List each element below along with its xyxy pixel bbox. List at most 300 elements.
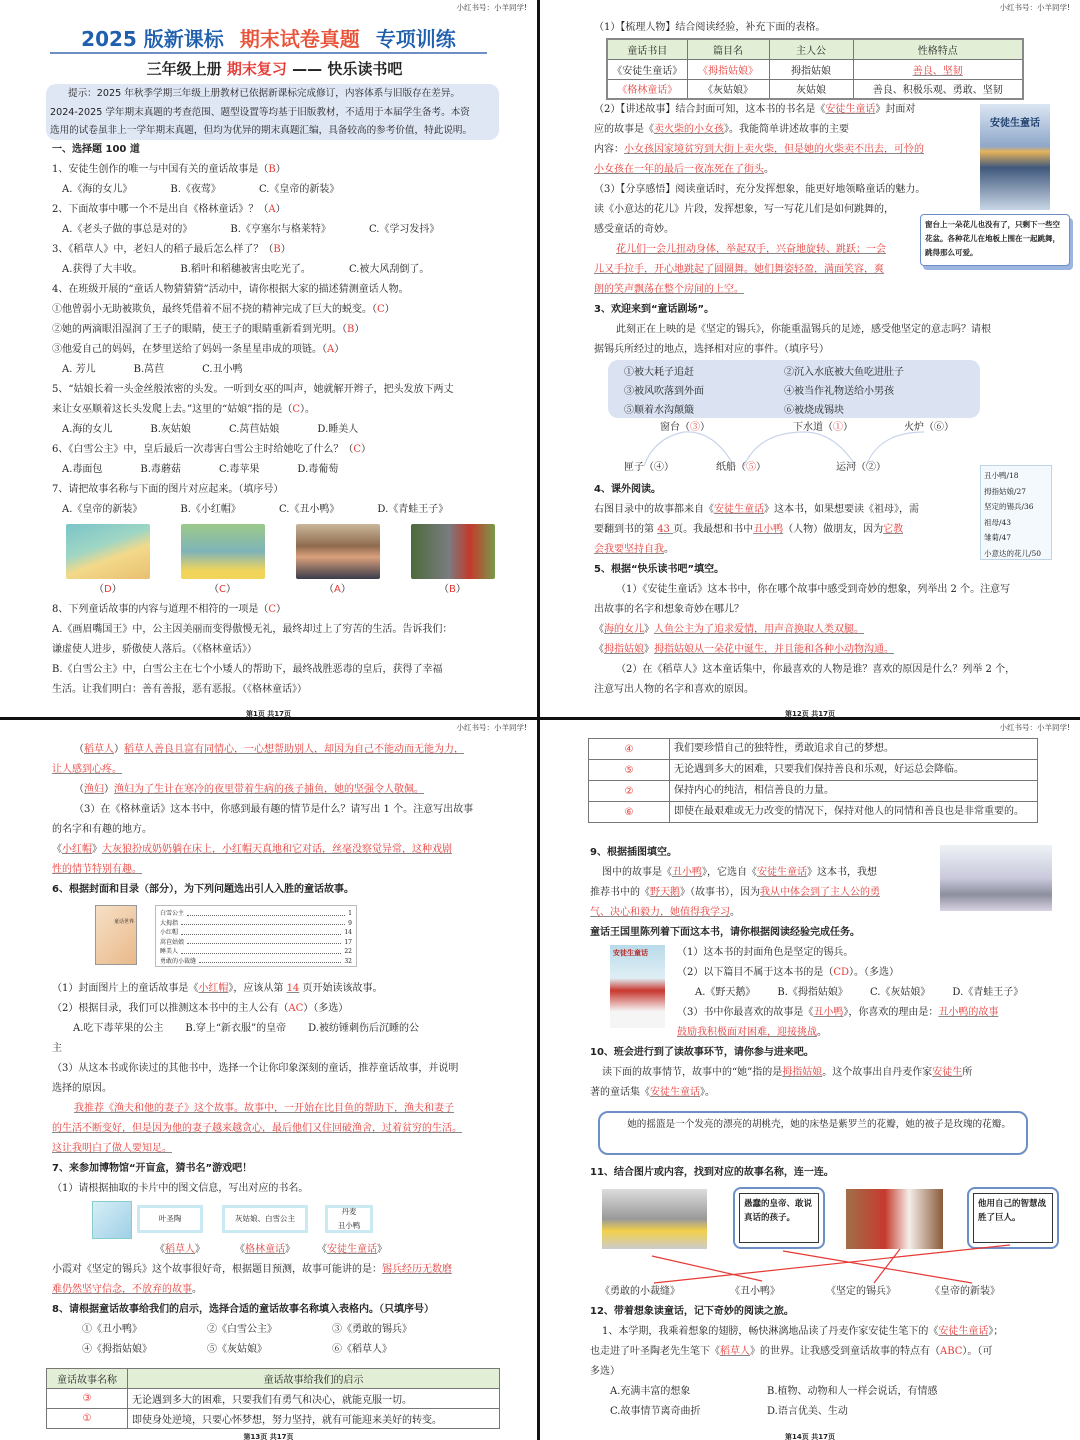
text: 善良、积极乐观、勇敢、坚韧 xyxy=(872,85,1003,97)
toc-entry xyxy=(160,928,352,938)
answer-text: 安徒生童话 xyxy=(938,1326,989,1337)
answer-text: 性的情节特别有趣。 xyxy=(52,864,142,875)
answer-text: 丑小鸭 xyxy=(753,524,784,535)
text-line xyxy=(52,280,497,300)
text-line xyxy=(52,400,497,420)
text-line xyxy=(52,1059,497,1079)
column-header: 主人公 xyxy=(769,39,853,59)
answer-text: 稻草人善良且富有同情心，一心想帮助别人，却因为自己不能动而无能为力， xyxy=(124,744,464,755)
table-row xyxy=(589,802,1038,823)
text: 1、安徒生创作的唯一与中国有关的童话故事是（ xyxy=(52,164,269,175)
text: 著的童话集《 xyxy=(590,1087,650,1098)
text: 5、“姑娘长着一头金丝般浓密的头发。一听到女巫的叫声，她就解开辫子，把头发放下两丈 xyxy=(52,384,454,395)
tin-soldier-book-cover xyxy=(610,945,665,1028)
option xyxy=(62,364,96,375)
answer-text: 丑小鸭 xyxy=(813,1007,844,1018)
answer-text: 丑小鸭的故事 xyxy=(938,1007,999,1018)
text: A.获得了大丰收。 xyxy=(62,264,143,275)
text: 8、请根据童话故事给我们的启示，选择合适的童话故事名称填入表格内。（只填序号） xyxy=(52,1304,434,1315)
table xyxy=(594,38,1040,100)
answer-text: 鼓励我积极面对困难，迎接挑战 xyxy=(677,1027,817,1038)
answer-text: 渔妇 xyxy=(84,784,104,795)
table-cell xyxy=(47,1409,128,1429)
answer-table xyxy=(46,1368,500,1429)
toc-entry: 雏菊/47 xyxy=(984,533,1012,542)
text: 》 xyxy=(644,644,654,655)
place-name: 纸船 xyxy=(716,462,736,473)
clue-card xyxy=(137,1205,203,1233)
text: 保持内心的纯洁，相信善良的力量。 xyxy=(674,785,834,796)
text: ） xyxy=(275,164,286,175)
text: 《灰姑娘》 xyxy=(703,85,753,97)
table-cell xyxy=(607,59,687,79)
option xyxy=(369,224,439,235)
subopts xyxy=(52,1019,497,1039)
text: 》 xyxy=(92,844,102,855)
text: 生活。让我们明白：善有善报，恶有恶报。（《格林童话》） xyxy=(52,684,307,695)
option xyxy=(229,424,279,435)
table-cell xyxy=(589,802,670,823)
page-footer xyxy=(0,1432,537,1440)
hint-line: 选用的试卷虽非上一学年期末真题，但均为优异的期末真题汇编，具备较高的参考价值，特此说明。 xyxy=(50,125,473,136)
toc-leader xyxy=(199,957,341,964)
answer-text: 43 xyxy=(657,524,674,535)
image-cell xyxy=(66,524,181,580)
card-text: 丹麦 xyxy=(341,1207,357,1216)
image-cell xyxy=(296,524,411,580)
text: ③他爱自己的妈妈，在梦里送给了妈妈一条星星串成的项链。（ xyxy=(52,344,327,355)
text: ） xyxy=(104,784,114,795)
text: 》的世界。让我感受到童话故事的特点有（ xyxy=(750,1346,940,1357)
text: 1、本学期，我乘着想象的翅膀，畅快淋漓地品读了丹麦作家安徒生笔下的《 xyxy=(602,1326,939,1337)
text: （ xyxy=(439,584,449,595)
text: ） xyxy=(225,584,236,595)
text: 无论遇到多大的困难，只要我们有勇气和决心，就能克服一切。 xyxy=(132,1395,412,1406)
table-row xyxy=(47,1409,500,1429)
section-heading xyxy=(52,1159,497,1179)
answer-table xyxy=(606,38,1024,100)
text: 期末试卷真题 xyxy=(239,27,360,51)
place-name: 运河 xyxy=(836,462,856,473)
book-cover xyxy=(95,905,137,965)
text: 12、带着想象读童话，记下奇妙的阅读之旅。 xyxy=(590,1306,794,1317)
text: （ xyxy=(209,584,219,595)
book-cover-title: 安徒生童话 xyxy=(990,118,1040,129)
page-number: 第13页 共17页 xyxy=(243,1433,294,1440)
option xyxy=(207,1320,332,1340)
text: （2）在《稻草人》这本童话集中，你最喜欢的人物是谁？喜欢的原因是什么？列举 2 个， xyxy=(616,664,1016,675)
text: B.《夜莺》 xyxy=(170,184,221,195)
answer-text: B xyxy=(273,244,281,255)
text: D.毒葡萄 xyxy=(297,464,339,475)
text: 右图目录中的故事都来自《 xyxy=(594,504,714,515)
table-cell xyxy=(670,802,1038,823)
option xyxy=(170,184,221,195)
option xyxy=(207,1340,332,1360)
text: B.灰姑娘 xyxy=(150,424,191,435)
opts xyxy=(52,460,497,480)
text: 出故事的名字和想象奇妙在哪儿？ xyxy=(594,604,744,615)
section-heading xyxy=(590,1043,1040,1063)
text: （3）【分享感悟】阅读童话时，充分发挥想象，能更好地领略童话的魅力。 xyxy=(594,184,926,195)
text: A.《画眉嘴国王》中，公主因美丽而变得傲慢无礼，最终却过上了穷苦的生活。告诉我们： xyxy=(52,624,453,635)
text: 。 xyxy=(817,1027,827,1038)
text-line xyxy=(52,640,497,660)
toc-entry xyxy=(160,957,352,967)
page-header xyxy=(590,720,1070,740)
table-cell xyxy=(769,59,853,79)
answer-text: ⑤ xyxy=(624,764,634,776)
answer-text: ① xyxy=(82,1413,92,1424)
option xyxy=(610,1382,767,1402)
page-header xyxy=(52,720,527,740)
text: （1）《安徒生童话》这本书中，你在哪个故事中感受到奇妙的想象，列举出 2 个。注意写 xyxy=(616,584,1011,595)
answer-text: 让人感到心疼。 xyxy=(52,764,122,775)
toc-entry xyxy=(160,947,352,957)
answer-text: 儿又手拉手，开心地跳起了圆圈舞。她们舞姿轻盈，满面笑容，爽 xyxy=(594,264,884,275)
answer-text: D xyxy=(104,584,112,595)
answer-text: 花儿们一会儿扭动身体，举起双手，兴奋地旋转、跳跃；一会 xyxy=(616,244,886,255)
text-line xyxy=(594,120,1040,140)
text: D.《青蛙王子》 xyxy=(377,504,449,515)
text: ） xyxy=(340,584,351,595)
answer-text: AC xyxy=(288,1003,304,1014)
bookcat xyxy=(52,900,497,979)
text: ） xyxy=(114,744,124,755)
option xyxy=(767,1382,1027,1402)
page-footer xyxy=(540,709,1080,719)
text: ③《勇敢的锡兵》 xyxy=(332,1324,412,1335)
toc-page: 1 xyxy=(348,910,352,917)
table-row xyxy=(607,59,1023,79)
toc-leader xyxy=(181,947,341,954)
answer-text: 大灰狼扮成奶奶躺在床上，小红帽天真地和它对话，丝毫没察觉异常，这种戏剧 xyxy=(102,844,452,855)
option xyxy=(777,987,848,998)
toc-page: 9 xyxy=(348,919,352,927)
toc-page: 22 xyxy=(344,948,352,955)
option xyxy=(62,184,132,195)
answer-text: 安徒生童话 xyxy=(327,1244,377,1255)
option xyxy=(610,1402,767,1422)
text: 。 xyxy=(764,164,774,175)
answer-text: 安徒生童话 xyxy=(650,1087,700,1098)
answer-text: 安徒生童话 xyxy=(714,504,764,515)
text: 注意写出人物的名字和喜欢的原因。 xyxy=(594,684,754,695)
text-line xyxy=(52,740,497,760)
table-row xyxy=(589,781,1038,802)
table-cell xyxy=(589,760,670,781)
grid3 xyxy=(52,1340,497,1360)
text-line xyxy=(590,1362,1040,1382)
answer-text: 会我要坚持自我 xyxy=(594,544,664,555)
text: B.《小红帽》 xyxy=(180,504,241,515)
text: A. 芳儿 xyxy=(62,364,96,375)
event-option: ①被大耗子追赶 xyxy=(624,367,694,378)
text-line xyxy=(52,800,497,820)
option xyxy=(377,504,448,515)
text-line xyxy=(52,680,497,700)
match-line xyxy=(874,1249,900,1283)
text-line xyxy=(594,580,1040,600)
answer-text: 稻草人 xyxy=(720,1346,750,1357)
text: ） xyxy=(354,324,365,335)
text-line xyxy=(594,620,1040,640)
place-label: 匣子（④） xyxy=(624,462,674,473)
section-heading xyxy=(52,140,497,160)
text-line xyxy=(52,300,497,320)
text: ）。 xyxy=(300,404,315,415)
answer-text: 我推荐《渔夫和他的妻子》这个故事。故事中，一开始在比目鱼的帮助下，渔夫和妻子 xyxy=(74,1103,454,1114)
description-text: 他用自己的智慧战胜了巨人。 xyxy=(973,1193,1053,1243)
text: 多选） xyxy=(590,1366,620,1377)
answer-text: B xyxy=(268,164,276,175)
text: 》，你喜欢的理由是： xyxy=(843,1007,939,1018)
text: ） xyxy=(361,444,372,455)
opts xyxy=(52,180,497,200)
place-label: 下水道（①） xyxy=(793,422,853,433)
answer-text: 安徒生 xyxy=(932,1067,963,1078)
text: 据锡兵所经过的地点，选择相对应的事件。（填序号） xyxy=(594,344,829,355)
section-heading xyxy=(52,880,497,900)
option xyxy=(332,1340,457,1360)
text: 》封面对 xyxy=(875,104,916,115)
text: ②《白雪公主》 xyxy=(207,1324,277,1335)
text: 拇指姑娘 xyxy=(791,65,831,77)
text: 》。 xyxy=(700,1087,715,1098)
column-header: 童话书目 xyxy=(607,39,687,59)
match-line xyxy=(654,1245,1010,1283)
table-cell xyxy=(607,79,687,99)
text: 《 xyxy=(317,1244,327,1255)
text: 所 xyxy=(962,1067,973,1078)
text: D.被纺锤刺伤后沉睡的公 xyxy=(308,1023,420,1034)
answer-table xyxy=(588,738,1038,823)
answer-text: B xyxy=(347,324,355,335)
option xyxy=(140,464,181,475)
document-subtitle xyxy=(52,54,497,84)
connect xyxy=(590,1183,1047,1302)
text-line xyxy=(594,600,1040,620)
place-label: 纸船（⑤） xyxy=(716,462,766,473)
option xyxy=(324,580,439,600)
table-header-row xyxy=(47,1369,500,1389)
answer-text: 善良、坚韧 xyxy=(912,65,963,77)
text: 我们要珍惜自己的独特性，勇敢追求自己的梦想。 xyxy=(674,743,894,754)
text: A.《老头子做的事总是对的》 xyxy=(62,224,193,235)
text-line xyxy=(594,140,1040,160)
option xyxy=(235,1240,317,1260)
answer-text: ⑥ xyxy=(624,806,634,818)
card-text: 叶圣陶 xyxy=(158,1214,182,1223)
text-line xyxy=(52,780,497,800)
text: C.故事情节离奇曲折 xyxy=(610,1406,701,1417)
text-line xyxy=(594,320,1040,340)
text: 主 xyxy=(52,1043,62,1054)
text: B.毒蘑菇 xyxy=(140,464,181,475)
text: 。 xyxy=(192,1284,202,1295)
toc-page: 17 xyxy=(344,938,352,946)
text: 4、课外阅读。 xyxy=(594,484,661,495)
text: 读下面的故事情节，故事中的“她”指的是 xyxy=(602,1067,783,1078)
text-line xyxy=(52,1099,497,1119)
toc-title: 小红帽 xyxy=(160,929,179,936)
text-line xyxy=(594,180,1040,200)
text: 4、在班级开展的“童话人物猜猜猜”活动中，请你根据大家的描述猜测童话人物。 xyxy=(52,284,409,295)
page-header xyxy=(52,0,527,18)
answer-text: 安徒生童话 xyxy=(825,104,876,115)
text: 页开始读该故事。 xyxy=(299,983,383,994)
answer-text: ③ xyxy=(82,1393,92,1404)
option xyxy=(332,1320,457,1340)
text: 无论遇到多大的困难，只要我们保持善良和乐观，好运总会降临。 xyxy=(674,764,964,775)
table-row xyxy=(607,79,1023,99)
text: 》。我能简单讲述故事的主要 xyxy=(724,124,849,135)
place-answer: ④ xyxy=(654,462,664,473)
text: 来让女巫顺着这长头发爬上去。”这里的“姑娘”指的是（ xyxy=(52,404,293,415)
opts xyxy=(52,260,497,280)
text-line xyxy=(52,660,497,680)
text-line xyxy=(594,18,1040,38)
text: 《 xyxy=(594,624,604,635)
option xyxy=(439,580,540,600)
page-2 xyxy=(540,0,1080,720)
text-line xyxy=(52,1179,497,1199)
option xyxy=(308,1023,419,1034)
table-cell xyxy=(853,59,1023,79)
option xyxy=(82,1340,207,1360)
place-name: 窗台 xyxy=(660,422,680,433)
grid3 xyxy=(52,1320,497,1340)
answer-text: 这让我明白了做人要知足。 xyxy=(52,1143,172,1154)
text-line xyxy=(52,860,497,880)
text-line xyxy=(590,1342,1040,1362)
text: （1）这本书的封面角色是坚定的锡兵。 xyxy=(677,947,854,958)
text: （1）【梳理人物】结合阅读经验，补充下面的表格。 xyxy=(594,22,826,33)
text-line xyxy=(594,680,1040,700)
answer-text: 人鱼公主为了追求爱情，用声音换取人类双腿。 xyxy=(654,624,864,635)
answer-text: 难仍然坚守信念，不放弃的故事 xyxy=(52,1284,192,1295)
option xyxy=(73,1023,163,1034)
text: 6、根据封面和目录（部分），为下列问题选出引人入胜的童话故事。 xyxy=(52,884,354,895)
text: 》这本书，如果想要读《祖母》，需 xyxy=(764,504,919,515)
text: （2）以下篇目不属于这本书的是（ xyxy=(677,967,834,978)
answer-text: 《拇指姑娘》 xyxy=(698,65,758,77)
frog-illustration xyxy=(66,524,150,579)
card-text: 灰姑娘、白雪公主 xyxy=(235,1214,295,1223)
answer-text: C xyxy=(377,304,385,315)
text: 灰姑娘 xyxy=(796,85,826,97)
option xyxy=(180,264,311,275)
story-name-label: 《勇敢的小裁缝》 xyxy=(600,1286,680,1297)
text: 5、根据“快乐读书吧”填空。 xyxy=(594,564,725,575)
hint-line: 2024-2025 学年期末真题的考查范围、题型设置等均基于旧版教材，不适用于本届学生备考。本资 xyxy=(50,106,470,118)
answer-text: 安徒生童话 xyxy=(757,867,807,878)
toc-entry: 坚定的锡兵/36 xyxy=(984,502,1034,511)
book-cover-title: 安徒生童话 xyxy=(613,949,648,957)
image-answers xyxy=(52,580,497,600)
document-title xyxy=(50,18,487,54)
text: ） xyxy=(384,304,395,315)
opts xyxy=(52,220,497,240)
page-number: 第1页 共17页 xyxy=(245,710,292,718)
answer-text: 拇指姑娘 xyxy=(604,644,644,655)
text: 感受童话的奇妙。 xyxy=(594,224,674,235)
table-cell xyxy=(853,79,1023,99)
column-header: 性格特点 xyxy=(853,39,1023,59)
text-line xyxy=(590,1322,1040,1342)
opts xyxy=(52,360,497,380)
answer-text: 小女孩因家境贫穷到大街上卖火柴，但是她的火柴卖不出去，可怜的 xyxy=(624,144,924,155)
section-heading xyxy=(590,1163,1040,1183)
answer-text: B xyxy=(449,584,456,595)
text-line xyxy=(52,1039,497,1059)
cardans xyxy=(52,1240,497,1260)
text: C.《学习发抖》 xyxy=(368,224,440,235)
text-line xyxy=(52,440,497,460)
option xyxy=(695,987,755,998)
text: 即使身处逆境，只要心怀梦想，努力坚持，就有可能迎来美好的转变。 xyxy=(132,1415,442,1426)
text-line xyxy=(52,999,497,1019)
text: （ xyxy=(74,744,84,755)
place-label: 窗台（③） xyxy=(660,422,710,433)
text: A.《海的女儿》 xyxy=(62,184,133,195)
page-3 xyxy=(0,720,540,1440)
text: A.充满丰富的想象 xyxy=(610,1386,691,1397)
option xyxy=(62,264,142,275)
table-cell xyxy=(670,739,1038,760)
text: （ xyxy=(324,584,334,595)
image-cell xyxy=(411,524,526,580)
text: （ xyxy=(74,784,84,795)
text-line xyxy=(594,520,1040,540)
text: 2025 版新课标 xyxy=(81,27,224,51)
table-row xyxy=(589,760,1038,781)
text-line xyxy=(594,540,1040,560)
text-line xyxy=(52,320,497,340)
toc-leader xyxy=(181,928,341,935)
text: ）。（多选） xyxy=(849,967,900,978)
text-line xyxy=(52,1260,497,1280)
text-line xyxy=(52,480,497,500)
text-line xyxy=(590,1063,1040,1083)
story-name-label: 《皇帝的新装》 xyxy=(930,1286,1000,1297)
place-label: 运河（②） xyxy=(836,462,886,473)
text: B.稻叶和稻穗被害虫吃光了。 xyxy=(180,264,311,275)
column-header: 篇目名 xyxy=(687,39,769,59)
text-line xyxy=(52,820,497,840)
text: C.毒苹果 xyxy=(218,464,260,475)
text: 》； xyxy=(988,1326,1004,1337)
text: ①《丑小鸭》 xyxy=(82,1324,142,1335)
place-name: 下水道 xyxy=(793,422,823,433)
column-header: 童话故事给我们的启示 xyxy=(128,1369,500,1389)
page-1 xyxy=(0,0,540,720)
toc-entry xyxy=(160,919,352,929)
text-line xyxy=(52,380,497,400)
option xyxy=(230,224,331,235)
answer-text: C xyxy=(292,404,300,415)
table-cell xyxy=(589,781,670,802)
text: B.穿上“新衣服”的皇帝 xyxy=(185,1023,287,1034)
answer-text: 朗的笑声飘荡在整个房间的上空。 xyxy=(594,284,744,295)
section-heading xyxy=(594,480,1040,500)
storybox xyxy=(590,1103,1040,1163)
text-line xyxy=(52,620,497,640)
table xyxy=(590,738,1040,843)
story-excerpt-box: 她的摇篮是一个发亮的漂亮的胡桃壳，她的床垫是紫罗兰的花瓣，她的被子是玫瑰的花瓣。 xyxy=(598,1111,1028,1155)
answer-text: 《格林童话》 xyxy=(617,85,678,97)
text: 9、根据插图填空。 xyxy=(590,847,677,858)
